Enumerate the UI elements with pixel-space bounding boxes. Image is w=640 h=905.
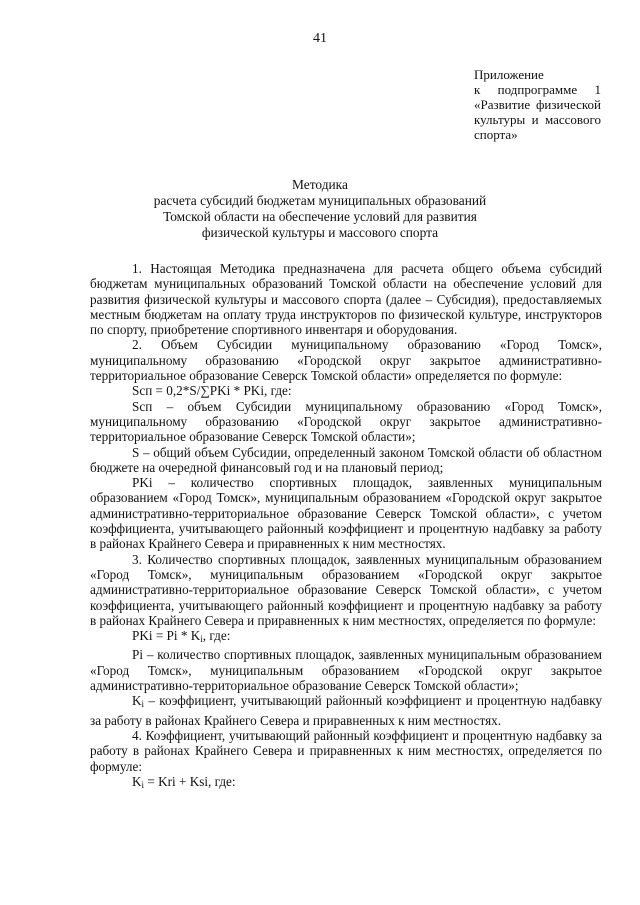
formula-rest: , где: xyxy=(202,628,231,644)
formula-lead: PKi = Pi * K xyxy=(132,628,201,644)
appendix-line: Приложение xyxy=(474,67,544,82)
formula-rest: = 0,2*S/∑PKi * PKi, где: xyxy=(152,383,292,399)
appendix-line: «Развитие физической xyxy=(474,97,601,112)
title-line: расчета субсидий бюджетам муниципальных образований xyxy=(153,193,487,208)
appendix-line: культуры и массового xyxy=(474,112,601,127)
paragraph: 3. Количество спортивных площадок, заявленных муниципальным образованием «Город Томск», муниципальным образованием «Городской округ закрытое административно-территориальное образование Северск Томской области», с учетом коэффициента, учитывающего районный коэффициент и процентную надбавку за работу в районах Крайнего Севера и приравненных к ним местностях, определяется по формуле: xyxy=(90,551,602,628)
paragraph: S – общий объем Субсидии, определенный законом Томской области об областном бюджете на очередной финансовый год и на плановый период; xyxy=(90,444,602,475)
paragraph xyxy=(90,693,602,728)
appendix-line: к подпрограмме 1 xyxy=(474,82,601,97)
appendix-block xyxy=(474,67,601,142)
paragraph: 2. Объем Субсидии муниципальному образованию «Город Томск», муниципальному образованию «Городской округ закрытое административно-территориальное образование Северск Томской области» определяется по формуле: xyxy=(90,337,602,384)
term-rest: – коэффициент, учитывающий районный коэффициент и процентную надбавку за работу в районах Крайнего Севера и приравненных к ним местностях. xyxy=(90,693,602,728)
formula-rest: = Kri + Ksi, где: xyxy=(144,773,236,789)
page-number: 41 xyxy=(313,31,327,46)
paragraph: 1. Настоящая Методика предназначена для расчета общего объема субсидий бюджетам муниципальных образований Томской области на обеспечение условий для развития физической культуры и массового спорта (далее – Субсидия), предоставляемых местным бюджетам на оплату труда инструкторов по физической культуре, инструкторов по спорту, приобретение спортивного инвентаря и оборудования. xyxy=(90,261,602,338)
formula-ki xyxy=(90,774,602,793)
title-line: физической культуры и массового спорта xyxy=(201,225,439,240)
title-line: Томской области на обеспечение условий для развития xyxy=(163,209,477,224)
formula-lead: K xyxy=(132,773,142,789)
document-body xyxy=(90,261,602,793)
formula-lead: Sсп xyxy=(132,383,153,399)
formula-subsidy xyxy=(90,383,602,398)
formula-subscript: i xyxy=(141,779,145,790)
paragraph: PKi – количество спортивных площадок, заявленных муниципальным образованием «Город Томск», муниципальным образованием «Городской округ закрытое административно-территориальное образование Северск Томской области», с учетом коэффициента, учитывающего районный коэффициент и процентную надбавку за работу в районах Крайнего Севера и приравненных к ним местностях. xyxy=(90,475,602,552)
paragraph: 4. Коэффициент, учитывающий районный коэффициент и процентную надбавку за работу в районах Крайнего Севера и приравненных к ним местностях, определяется по формуле: xyxy=(90,727,602,774)
term-rest: – объем Субсидии муниципальному образованию «Город Томск», муниципальному образованию «Городской округ закрытое административно-территориальное образование Северск Томской области»; xyxy=(90,398,602,445)
formula-subscript: i xyxy=(200,634,203,645)
term-lead: K xyxy=(132,693,142,709)
paragraph xyxy=(90,399,602,445)
paragraph: Pi – количество спортивных площадок, заявленных муниципальным образованием «Город Томск», муниципальным образованием «Городской округ закрытое административно-территориальное образование Северск Томской области»; xyxy=(90,647,602,694)
title-line: Методика xyxy=(292,177,348,192)
document-title xyxy=(0,177,640,241)
term-lead: Sсп xyxy=(132,398,153,414)
formula-pki xyxy=(90,628,602,647)
appendix-line: спорта» xyxy=(474,127,518,142)
term-subscript: i xyxy=(141,699,145,710)
